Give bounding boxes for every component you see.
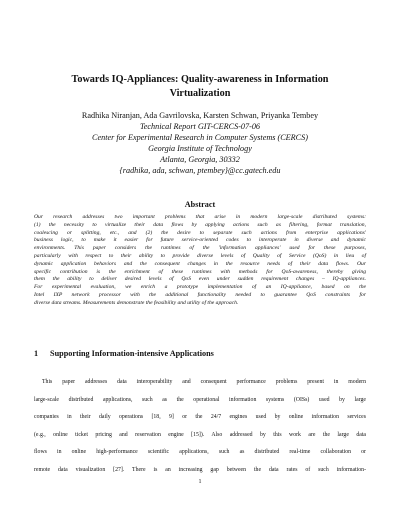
abstract-line: dynamic application behaviors and the consequent changes in the resource needs of their data flows. Our bbox=[34, 260, 366, 267]
abstract-line: them the ability to deliver desired levels of QoS even under sudden requirement changes – IQ-appliances. bbox=[34, 276, 366, 283]
abstract-line: business logic, to make it easier for future service-oriented codes to interoperate in diverse and dynamic bbox=[34, 237, 366, 244]
title-line: Virtualization bbox=[169, 88, 231, 99]
body-text bbox=[34, 374, 366, 480]
section-heading bbox=[34, 349, 366, 358]
author-emails: {radhika, ada, schwan, ptembey}@cc.gatech.edu bbox=[119, 166, 281, 175]
affiliation-location: Atlanta, Georgia, 30332 bbox=[160, 155, 240, 164]
body-line: companies in their daily operations [18, 9] or the 24/7 engines used by online information services bbox=[34, 414, 366, 421]
author-block bbox=[30, 110, 370, 176]
abstract-line: particularly with respect to their ability to provide diverse levels of Quality of Service (QoS) in lieu of bbox=[34, 252, 366, 259]
paper-title bbox=[30, 73, 370, 101]
abstract-body bbox=[34, 214, 366, 308]
abstract-line: Intel IXP network processor with the additional functionality needed to guarantee QoS constraints for bbox=[34, 291, 366, 298]
abstract-line: Our research addresses two important problems that arise in modern large-scale distributed systems: bbox=[34, 214, 366, 220]
abstract-line: (1) the necessity to virtualize their data flows by applying actions such as filtering, format translation, bbox=[34, 221, 366, 228]
author-list: Radhika Niranjan, Ada Gavrilovska, Karsten Schwan, Priyanka Tembey bbox=[81, 111, 319, 120]
abstract-line: diverse data streams. Measurements demonstrate the feasibility and utility of the approach. bbox=[34, 299, 239, 306]
abstract-line: For experimental evaluation, we enrich a prototype implementation of an IQ-appliance, based on the bbox=[34, 284, 366, 291]
body-line: remote data visualization [27]. There is an increasing gap between the data rates of such information- bbox=[34, 466, 366, 473]
report-number: Technical Report GIT-CERCS-07-06 bbox=[139, 122, 261, 131]
abstract-heading: Abstract bbox=[184, 200, 216, 209]
body-line: large-scale distributed applications, such as the operational information systems (OISs) used by large bbox=[34, 396, 366, 403]
title-line: Towards IQ-Appliances: Quality-awareness in Information bbox=[71, 74, 329, 85]
section-title: Supporting Information-intensive Applications bbox=[50, 349, 214, 358]
body-line: (e.g., online ticket pricing and reservation engine [15]). Also addressed by this work are the large data bbox=[34, 431, 366, 438]
affiliation-center: Center for Experimental Research in Computer Systems (CERCS) bbox=[92, 133, 308, 142]
body-line: This paper addresses data interoperability and consequent performance problems present in modern bbox=[42, 379, 366, 385]
affiliation-institute: Georgia Institute of Technology bbox=[148, 144, 252, 153]
abstract-line: specific contribution is the enrichment of these runtimes with methods for QoS-awareness, thereby giving bbox=[34, 268, 366, 275]
page-number: 1 bbox=[198, 479, 202, 485]
abstract-line: coalescing or splitting, etc., and (2) the desire to separate such actions from enterprise applications' bbox=[34, 229, 366, 236]
abstract-line: environments. This paper considers the runtimes of the 'information appliances' used for these purposes, bbox=[34, 245, 366, 252]
body-line: flows in online high-performance scientific applications, such as distributed real-time collaboration or bbox=[34, 449, 366, 456]
section-number: 1 bbox=[34, 349, 39, 358]
